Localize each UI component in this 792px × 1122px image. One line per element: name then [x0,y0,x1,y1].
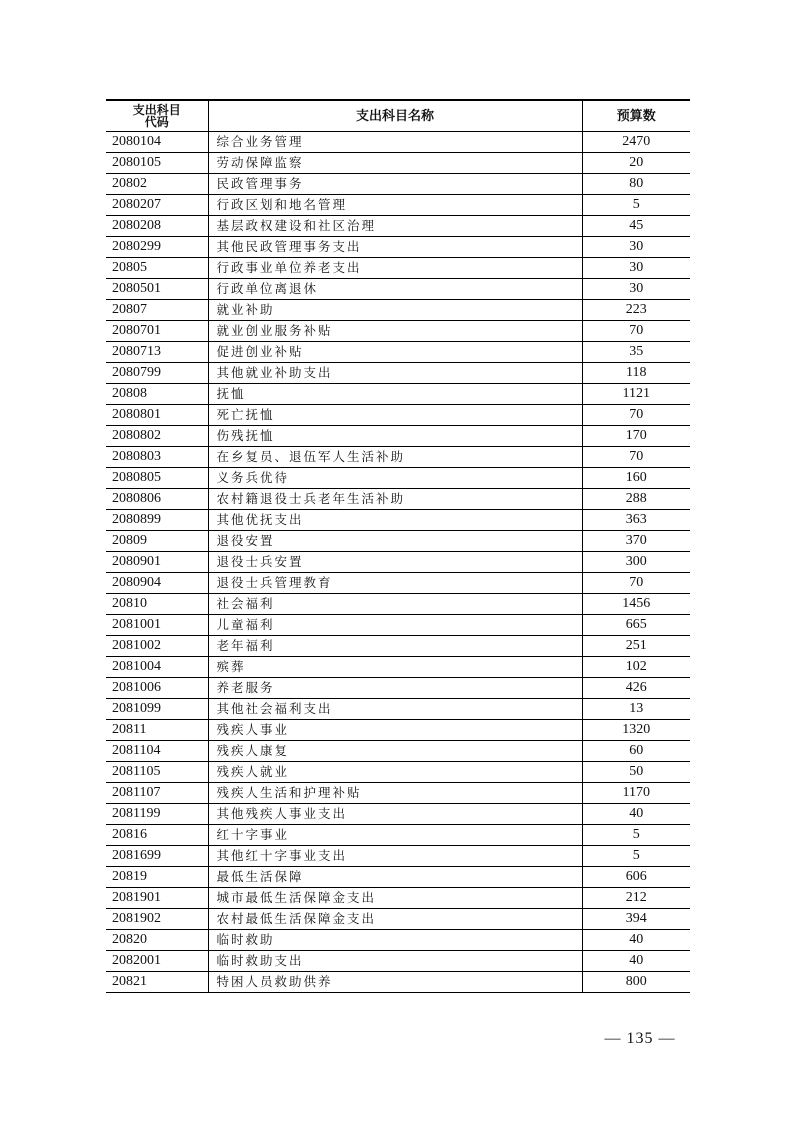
table-row [106,321,690,342]
row-amount-cell: 70 [582,447,690,468]
table-row [106,132,690,153]
row-name-cell: 民政管理事务 [208,174,582,195]
page-number: — 135 — [604,1030,676,1047]
row-name-cell: 其他社会福利支出 [208,699,582,720]
row-amount-cell: 45 [582,216,690,237]
table-row [106,195,690,216]
row-name-cell: 行政事业单位养老支出 [208,258,582,279]
row-name-cell: 养老服务 [208,678,582,699]
header-code-line1: 支出科目 [132,103,181,117]
row-code-cell: 2082001 [106,951,208,972]
row-name-cell: 殡葬 [208,657,582,678]
row-code-cell: 2080207 [106,195,208,216]
row-name-cell: 退役安置 [208,531,582,552]
row-amount-cell: 300 [582,552,690,573]
row-name-cell: 就业创业服务补贴 [208,321,582,342]
table-row [106,405,690,426]
table-row [106,930,690,951]
row-code-cell: 20816 [106,825,208,846]
row-name-cell: 死亡抚恤 [208,405,582,426]
row-name-cell: 社会福利 [208,594,582,615]
table-row [106,363,690,384]
row-code-cell: 2080806 [106,489,208,510]
row-name-cell: 老年福利 [208,636,582,657]
table-row [106,909,690,930]
row-amount-cell: 118 [582,363,690,384]
row-code-cell: 2080904 [106,573,208,594]
row-code-cell: 2081901 [106,888,208,909]
table-row [106,657,690,678]
row-code-cell: 2081001 [106,615,208,636]
row-code-cell: 2080104 [106,132,208,153]
row-amount-cell: 70 [582,405,690,426]
row-name-cell: 残疾人事业 [208,720,582,741]
row-code-cell: 2081004 [106,657,208,678]
table-row [106,300,690,321]
row-amount-cell: 50 [582,762,690,783]
row-amount-cell: 606 [582,867,690,888]
row-code-cell: 2080501 [106,279,208,300]
row-code-cell: 2081006 [106,678,208,699]
row-code-cell: 20805 [106,258,208,279]
row-code-cell: 20821 [106,972,208,993]
table-row [106,153,690,174]
row-name-cell: 抚恤 [208,384,582,405]
table-row [106,216,690,237]
table-row [106,258,690,279]
row-name-cell: 综合业务管理 [208,132,582,153]
table-row [106,867,690,888]
row-code-cell: 20807 [106,300,208,321]
row-amount-cell: 170 [582,426,690,447]
table-row [106,531,690,552]
table-row [106,678,690,699]
table-row [106,783,690,804]
table-row [106,510,690,531]
table-row [106,384,690,405]
header-name: 支出科目名称 [208,100,582,132]
row-code-cell: 2080105 [106,153,208,174]
row-code-cell: 20802 [106,174,208,195]
row-name-cell: 其他残疾人事业支出 [208,804,582,825]
row-name-cell: 伤残抚恤 [208,426,582,447]
header-code-line2: 代码 [144,115,169,129]
row-name-cell: 行政区划和地名管理 [208,195,582,216]
row-code-cell: 2081107 [106,783,208,804]
table-row [106,888,690,909]
row-name-cell: 义务兵优待 [208,468,582,489]
table-row [106,342,690,363]
row-amount-cell: 212 [582,888,690,909]
row-name-cell: 农村籍退役士兵老年生活补助 [208,489,582,510]
table-row [106,237,690,258]
table-row [106,552,690,573]
row-name-cell: 农村最低生活保障金支出 [208,909,582,930]
row-amount-cell: 394 [582,909,690,930]
table-row [106,174,690,195]
row-name-cell: 特困人员救助供养 [208,972,582,993]
row-name-cell: 最低生活保障 [208,867,582,888]
row-name-cell: 退役士兵管理教育 [208,573,582,594]
row-name-cell: 其他民政管理事务支出 [208,237,582,258]
row-amount-cell: 13 [582,699,690,720]
table-row [106,972,690,993]
row-name-cell: 促进创业补贴 [208,342,582,363]
row-amount-cell: 30 [582,279,690,300]
row-amount-cell: 5 [582,195,690,216]
row-code-cell: 2080208 [106,216,208,237]
row-name-cell: 城市最低生活保障金支出 [208,888,582,909]
row-amount-cell: 160 [582,468,690,489]
row-code-cell: 20811 [106,720,208,741]
row-amount-cell: 102 [582,657,690,678]
table-row [106,447,690,468]
row-code-cell: 20810 [106,594,208,615]
row-code-cell: 2080713 [106,342,208,363]
header-code [106,100,208,132]
row-code-cell: 2080799 [106,363,208,384]
row-amount-cell: 251 [582,636,690,657]
row-name-cell: 红十字事业 [208,825,582,846]
row-amount-cell: 70 [582,321,690,342]
table-row [106,741,690,762]
row-name-cell: 其他就业补助支出 [208,363,582,384]
row-code-cell: 2080801 [106,405,208,426]
row-code-cell: 2081199 [106,804,208,825]
table-row [106,951,690,972]
row-code-cell: 2080299 [106,237,208,258]
row-amount-cell: 30 [582,237,690,258]
row-name-cell: 行政单位离退休 [208,279,582,300]
table-row [106,615,690,636]
table-row [106,594,690,615]
row-code-cell: 20820 [106,930,208,951]
row-name-cell: 临时救助支出 [208,951,582,972]
row-code-cell: 2081105 [106,762,208,783]
row-name-cell: 残疾人生活和护理补贴 [208,783,582,804]
row-name-cell: 其他红十字事业支出 [208,846,582,867]
table-row [106,804,690,825]
budget-table [106,99,690,993]
table-row [106,762,690,783]
row-name-cell: 临时救助 [208,930,582,951]
table-body [106,132,690,993]
row-code-cell: 20808 [106,384,208,405]
row-amount-cell: 30 [582,258,690,279]
row-amount-cell: 60 [582,741,690,762]
row-name-cell: 残疾人康复 [208,741,582,762]
row-name-cell: 在乡复员、退伍军人生活补助 [208,447,582,468]
row-code-cell: 2081902 [106,909,208,930]
row-name-cell: 退役士兵安置 [208,552,582,573]
row-code-cell: 2081099 [106,699,208,720]
row-amount-cell: 5 [582,846,690,867]
row-amount-cell: 363 [582,510,690,531]
row-code-cell: 2080701 [106,321,208,342]
row-amount-cell: 665 [582,615,690,636]
table-row [106,699,690,720]
row-name-cell: 其他优抚支出 [208,510,582,531]
row-amount-cell: 1456 [582,594,690,615]
row-code-cell: 2081002 [106,636,208,657]
table-row [106,720,690,741]
row-name-cell: 就业补助 [208,300,582,321]
row-code-cell: 2081104 [106,741,208,762]
row-amount-cell: 2470 [582,132,690,153]
row-amount-cell: 5 [582,825,690,846]
row-amount-cell: 223 [582,300,690,321]
row-code-cell: 2080802 [106,426,208,447]
row-amount-cell: 40 [582,930,690,951]
header-amount: 预算数 [582,100,690,132]
table-row [106,426,690,447]
row-amount-cell: 1121 [582,384,690,405]
row-amount-cell: 40 [582,951,690,972]
row-amount-cell: 288 [582,489,690,510]
row-amount-cell: 80 [582,174,690,195]
row-amount-cell: 40 [582,804,690,825]
row-code-cell: 20819 [106,867,208,888]
row-code-cell: 2080901 [106,552,208,573]
row-amount-cell: 370 [582,531,690,552]
row-amount-cell: 426 [582,678,690,699]
table-row [106,846,690,867]
row-amount-cell: 800 [582,972,690,993]
table-row [106,489,690,510]
table-row [106,279,690,300]
row-name-cell: 基层政权建设和社区治理 [208,216,582,237]
row-amount-cell: 70 [582,573,690,594]
table-row [106,573,690,594]
row-code-cell: 2080899 [106,510,208,531]
row-code-cell: 2080803 [106,447,208,468]
table-row [106,825,690,846]
row-code-cell: 2081699 [106,846,208,867]
table-row [106,636,690,657]
row-amount-cell: 1170 [582,783,690,804]
table-row [106,468,690,489]
row-code-cell: 2080805 [106,468,208,489]
row-code-cell: 20809 [106,531,208,552]
table-header-row [106,100,690,132]
row-name-cell: 儿童福利 [208,615,582,636]
row-name-cell: 劳动保障监察 [208,153,582,174]
row-name-cell: 残疾人就业 [208,762,582,783]
row-amount-cell: 35 [582,342,690,363]
row-amount-cell: 20 [582,153,690,174]
row-amount-cell: 1320 [582,720,690,741]
